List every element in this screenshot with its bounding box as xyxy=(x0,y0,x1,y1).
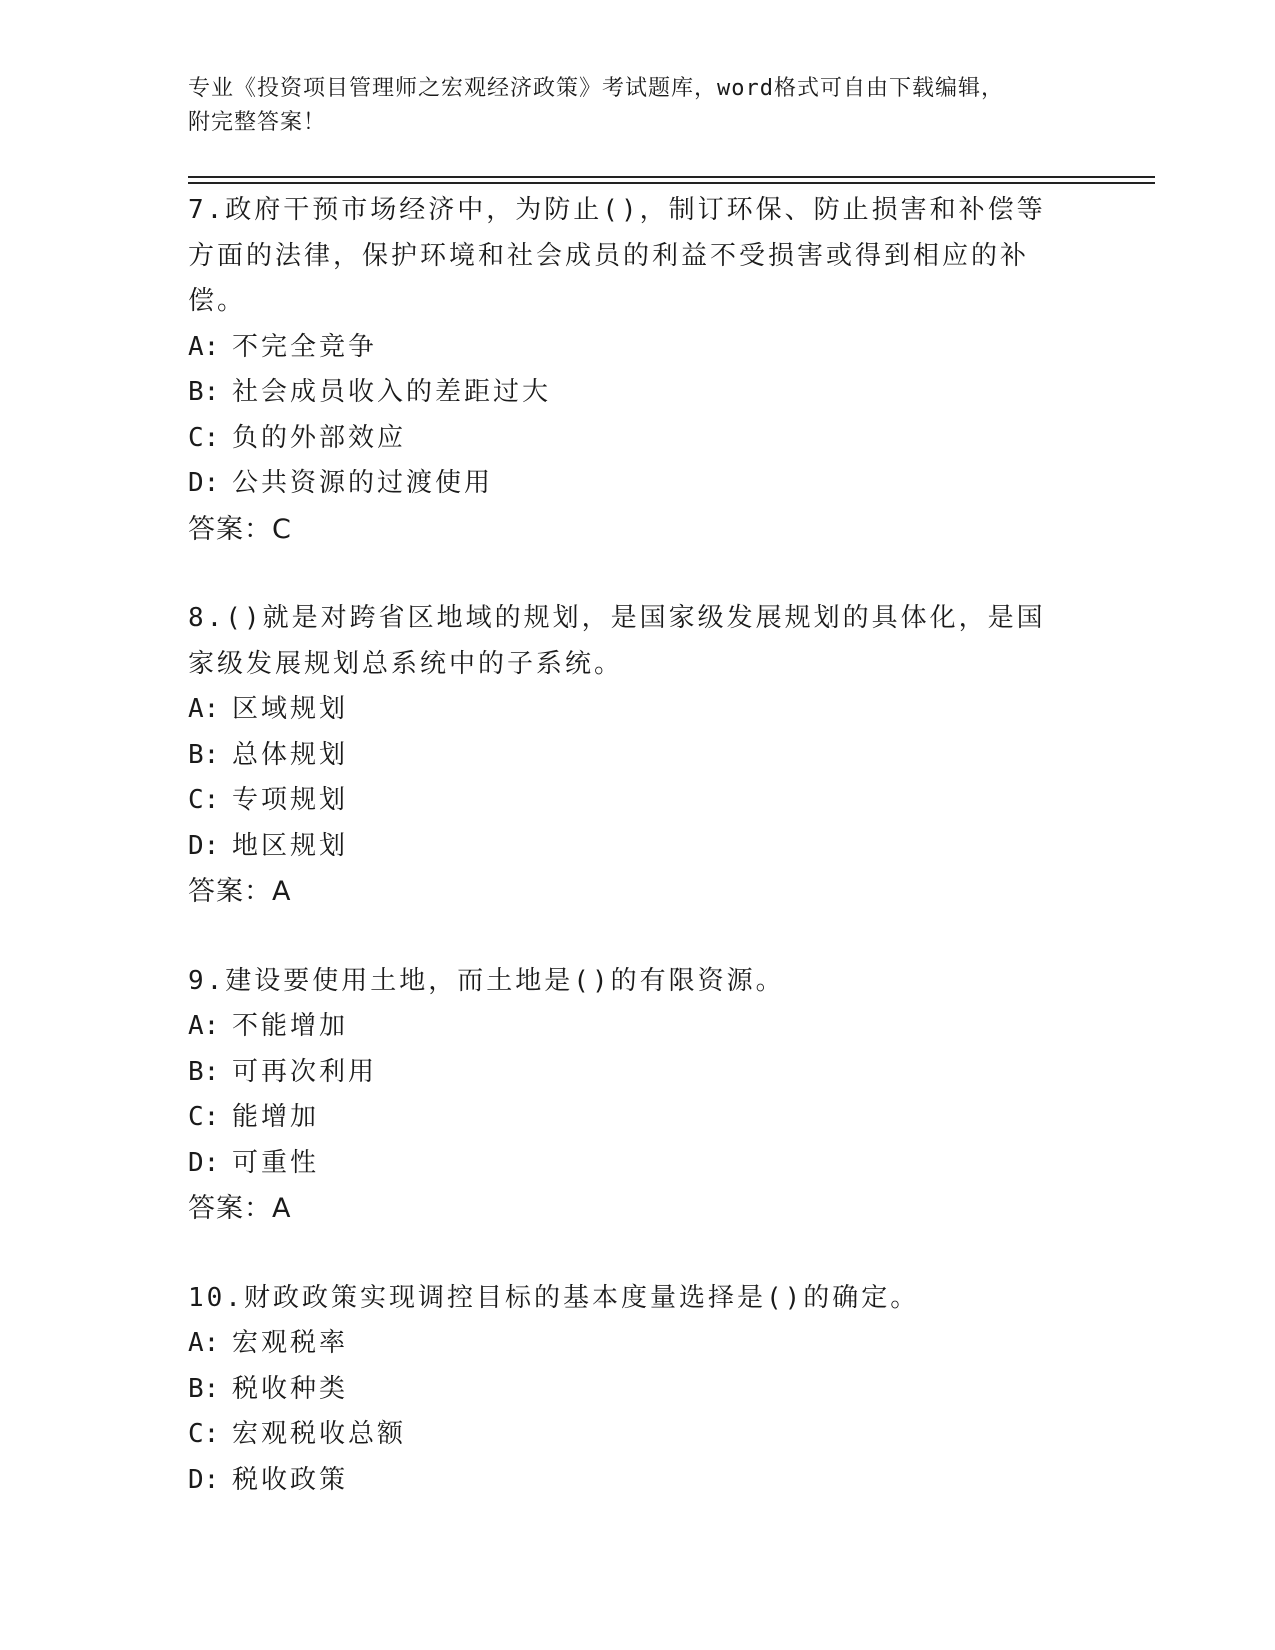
option-letter: B: xyxy=(188,739,220,770)
spacer xyxy=(188,915,1088,959)
option-text: 税收种类 xyxy=(232,1373,349,1404)
option-text: 总体规划 xyxy=(232,739,349,770)
question-stem: 8.()就是对跨省区地域的规划，是国家级发展规划的具体化，是国家级发展规划总系统中的子系统。 xyxy=(188,603,1046,679)
option-text: 宏观税收总额 xyxy=(232,1419,407,1449)
option-b xyxy=(188,1050,1088,1096)
option-letter: A: xyxy=(188,694,220,724)
option-c xyxy=(188,416,1088,462)
option-letter: D: xyxy=(188,1147,220,1178)
option-letter: C: xyxy=(188,1419,220,1449)
header-divider-bottom xyxy=(188,182,1155,184)
option-letter: C: xyxy=(188,785,220,815)
option-letter: B: xyxy=(188,1056,220,1087)
option-d xyxy=(188,824,1088,870)
question-8 xyxy=(188,596,1088,915)
option-b xyxy=(188,1367,1088,1413)
option-b xyxy=(188,370,1088,416)
option-text: 公共资源的过渡使用 xyxy=(232,468,494,498)
header-line-2: 附完整答案！ xyxy=(188,110,327,135)
option-letter: D: xyxy=(188,830,220,861)
option-text: 可再次利用 xyxy=(232,1056,378,1087)
option-text: 地区规划 xyxy=(232,830,349,861)
answer-value: A xyxy=(272,876,292,907)
spacer xyxy=(188,1232,1088,1276)
option-letter: A: xyxy=(188,1011,220,1041)
option-a xyxy=(188,1004,1088,1050)
option-letter: D: xyxy=(188,468,220,498)
option-text: 负的外部效应 xyxy=(232,422,407,453)
option-text: 区域规划 xyxy=(232,694,349,724)
question-stem: 7.政府干预市场经济中，为防止()，制订环保、防止损害和补偿等方面的法律，保护环境和社会成员的利益不受损害或得到相应的补偿。 xyxy=(188,195,1046,316)
answer-line xyxy=(188,1186,1088,1232)
option-letter: A: xyxy=(188,1328,220,1358)
option-text: 可重性 xyxy=(232,1147,320,1178)
question-list xyxy=(188,188,1088,1503)
option-c xyxy=(188,778,1088,824)
answer-line xyxy=(188,869,1088,915)
option-letter: D: xyxy=(188,1464,220,1495)
question-9 xyxy=(188,959,1088,1232)
option-d xyxy=(188,461,1088,507)
header-divider-top xyxy=(188,176,1155,178)
option-letter: A: xyxy=(188,331,220,362)
option-letter: C: xyxy=(188,1102,220,1132)
option-text: 不完全竞争 xyxy=(232,331,378,362)
answer-label: 答案： xyxy=(188,513,272,545)
answer-value: C xyxy=(272,513,292,545)
option-text: 不能增加 xyxy=(232,1011,349,1041)
option-a xyxy=(188,687,1088,733)
question-7 xyxy=(188,188,1088,552)
option-c xyxy=(188,1095,1088,1141)
answer-label: 答案： xyxy=(188,876,272,907)
option-letter: C: xyxy=(188,422,220,453)
option-text: 社会成员收入的差距过大 xyxy=(232,377,552,407)
option-text: 宏观税率 xyxy=(232,1328,349,1358)
option-text: 专项规划 xyxy=(232,785,349,815)
option-text: 税收政策 xyxy=(232,1464,349,1495)
spacer xyxy=(188,552,1088,596)
option-a xyxy=(188,1321,1088,1367)
header-line-1: 专业《投资项目管理师之宏观经济政策》考试题库，word格式可自由下载编辑， xyxy=(188,76,1004,101)
option-a xyxy=(188,325,1088,371)
option-letter: B: xyxy=(188,377,220,407)
answer-line xyxy=(188,507,1088,553)
option-d xyxy=(188,1458,1088,1504)
option-letter: B: xyxy=(188,1373,220,1404)
question-stem: 10.财政政策实现调控目标的基本度量选择是()的确定。 xyxy=(188,1282,920,1313)
answer-label: 答案： xyxy=(188,1193,272,1224)
option-b xyxy=(188,733,1088,779)
option-c xyxy=(188,1412,1088,1458)
answer-value: A xyxy=(272,1193,292,1224)
question-10 xyxy=(188,1276,1088,1504)
option-text: 能增加 xyxy=(232,1102,320,1132)
document-header xyxy=(188,72,1088,140)
option-d xyxy=(188,1141,1088,1187)
question-stem: 9.建设要使用土地，而土地是()的有限资源。 xyxy=(188,965,785,996)
